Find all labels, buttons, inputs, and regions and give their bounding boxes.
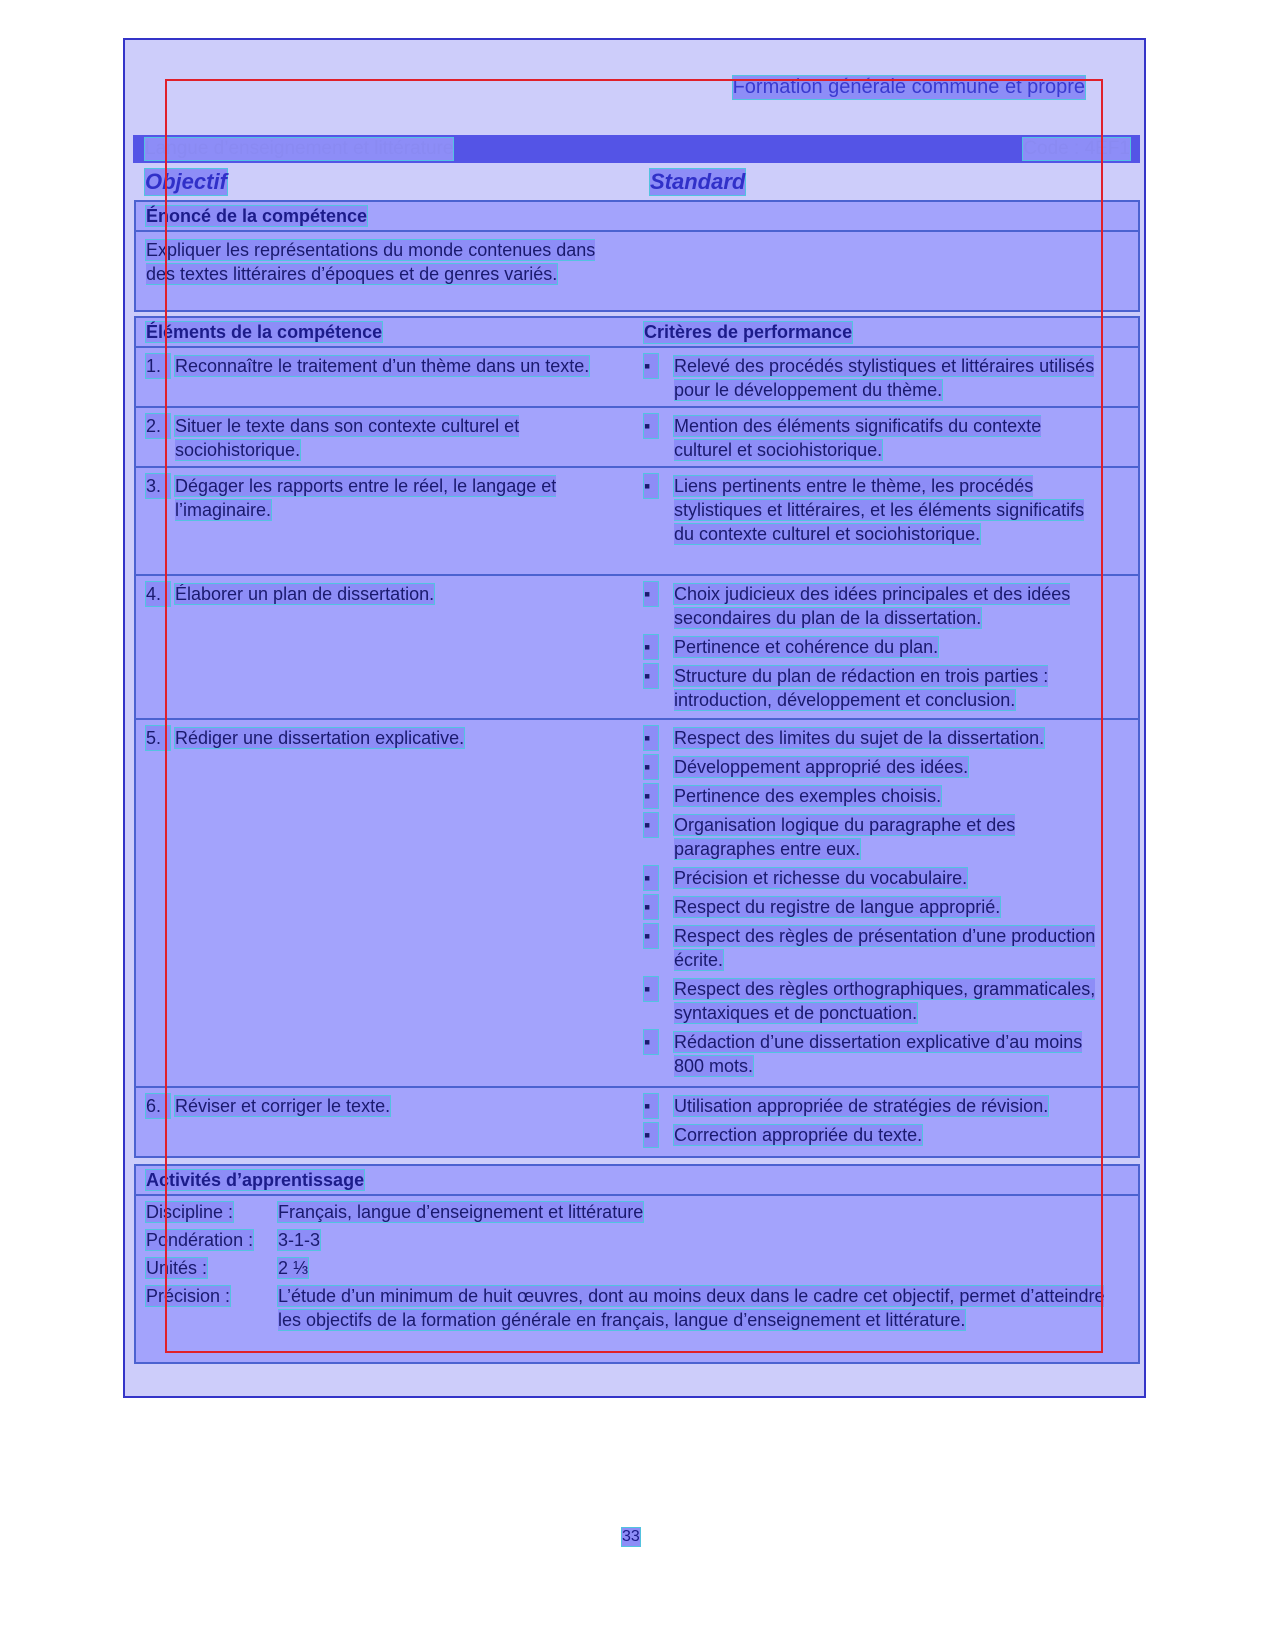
- element-left: [146, 1094, 616, 1118]
- criterion-text: Respect des limites du sujet de la dissertation.: [674, 728, 1045, 748]
- criteria-list: [644, 354, 1104, 407]
- element-text: Dégager les rapports entre le réel, le langage et l’imaginaire.: [175, 476, 557, 520]
- ponderation-row: [146, 1228, 1128, 1252]
- course-code: Code : 4EF1: [1023, 138, 1130, 159]
- criteria-list: [644, 414, 1104, 467]
- ponderation-label: Pondération :: [146, 1230, 254, 1250]
- course-name: Langue d’enseignement et littérature: [145, 138, 454, 159]
- criterion-item: [644, 582, 1104, 630]
- bullet-icon: ▪: [644, 866, 658, 890]
- criterion-item: [644, 977, 1104, 1025]
- criterion-text: Développement approprié des idées.: [674, 757, 969, 777]
- bullet-icon: ▪: [644, 784, 658, 808]
- precision-row: [146, 1284, 1128, 1332]
- criterion-item: [644, 813, 1104, 861]
- criterion-text: Respect des règles de présentation d’une production écrite.: [674, 926, 1096, 970]
- criterion-text: Relevé des procédés stylistiques et littéraires utilisés pour le développement du thème.: [674, 356, 1095, 400]
- enonce-text: Expliquer les représentations du monde contenues dans des textes littéraires d’époques et de genres variés.: [146, 240, 596, 284]
- criterion-item: [644, 755, 1104, 779]
- element-row-2: [136, 408, 1138, 468]
- criterion-text: Rédaction d’une dissertation explicative d’au moins 800 mots.: [674, 1032, 1083, 1076]
- element-number: 6.: [146, 1094, 170, 1118]
- enonce-heading-row: [136, 202, 1138, 232]
- element-text: Reconnaître le traitement d’un thème dans un texte.: [175, 356, 590, 376]
- discipline-label: Discipline :: [146, 1202, 234, 1222]
- element-row-4: [136, 576, 1138, 720]
- bullet-icon: ▪: [644, 582, 658, 606]
- bullet-icon: ▪: [644, 755, 658, 779]
- element-left: [146, 354, 616, 378]
- criterion-text: Choix judicieux des idées principales et des idées secondaires du plan de la dissertation.: [674, 584, 1071, 628]
- criterion-item: [644, 354, 1104, 402]
- enonce-heading: Énoncé de la compétence: [146, 206, 368, 226]
- page-number: 33: [622, 1528, 640, 1545]
- criterion-text: Liens pertinents entre le thème, les procédés stylistiques et littéraires, et les éléments significatifs du contexte culturel et sociohistorique.: [674, 476, 1085, 544]
- element-number: 1.: [146, 354, 170, 378]
- activites-grid: [136, 1196, 1138, 1340]
- unites-row: [146, 1256, 1128, 1280]
- ponderation-value: 3-1-3: [278, 1230, 321, 1250]
- criterion-text: Pertinence des exemples choisis.: [674, 786, 942, 806]
- bullet-icon: ▪: [644, 895, 658, 919]
- element-row-5: [136, 720, 1138, 1088]
- element-number: 4.: [146, 582, 170, 606]
- element-text: Situer le texte dans son contexte culturel et sociohistorique.: [175, 416, 520, 460]
- enonce-box: [134, 200, 1140, 312]
- criterion-item: [644, 866, 1104, 890]
- element-text: Rédiger une dissertation explicative.: [175, 728, 465, 748]
- criterion-item: [644, 635, 1104, 659]
- element-number: 5.: [146, 726, 170, 750]
- element-number: 2.: [146, 414, 170, 438]
- criterion-text: Précision et richesse du vocabulaire.: [674, 868, 968, 888]
- criterion-item: [644, 1094, 1104, 1118]
- criterion-text: Mention des éléments significatifs du contexte culturel et sociohistorique.: [674, 416, 1042, 460]
- criterion-item: [644, 924, 1104, 972]
- criterion-item: [644, 474, 1104, 546]
- criterion-text: Correction appropriée du texte.: [674, 1125, 923, 1145]
- criterion-text: Organisation logique du paragraphe et des paragraphes entre eux.: [674, 815, 1016, 859]
- header-title: Formation générale commune et propre: [732, 76, 1085, 98]
- criterion-item: [644, 1030, 1104, 1078]
- criteria-list: [644, 726, 1104, 1083]
- activites-heading: Activités d’apprentissage: [146, 1170, 365, 1190]
- bullet-icon: ▪: [644, 1123, 658, 1147]
- criterion-text: Respect des règles orthographiques, grammaticales, syntaxiques et de ponctuation.: [674, 979, 1096, 1023]
- criterion-item: [644, 726, 1104, 750]
- bullet-icon: ▪: [644, 354, 658, 378]
- element-text: Élaborer un plan de dissertation.: [175, 584, 435, 604]
- criterion-item: [644, 1123, 1104, 1147]
- bullet-icon: ▪: [644, 1030, 658, 1054]
- standard-label: Standard: [650, 169, 746, 194]
- element-row-1: [136, 348, 1138, 408]
- criterion-text: Pertinence et cohérence du plan.: [674, 637, 939, 657]
- discipline-value: Français, langue d’enseignement et littérature: [278, 1202, 644, 1222]
- bullet-icon: ▪: [644, 414, 658, 438]
- criteria-list: [644, 582, 1104, 717]
- criterion-text: Respect du registre de langue approprié.: [674, 897, 1001, 917]
- bullet-icon: ▪: [644, 474, 658, 498]
- element-left: [146, 726, 616, 750]
- bullet-icon: ▪: [644, 635, 658, 659]
- elements-box: [134, 316, 1140, 1158]
- bullet-icon: ▪: [644, 977, 658, 1001]
- element-row-6: [136, 1088, 1138, 1154]
- elements-heading: Éléments de la compétence: [146, 322, 383, 342]
- criterion-item: [644, 664, 1104, 712]
- unites-label: Unités :: [146, 1258, 208, 1278]
- precision-value: L’étude d’un minimum de huit œuvres, dont au moins deux dans le cadre cet objectif, permet d’atteindre les objectifs de la formation générale en français, langue d’enseignement et littérature.: [278, 1286, 1105, 1330]
- element-left: [146, 414, 616, 462]
- criteria-list: [644, 474, 1104, 551]
- discipline-row: [146, 1200, 1128, 1224]
- course-band: [133, 135, 1140, 163]
- criterion-item: [644, 784, 1104, 808]
- activites-heading-row: [136, 1166, 1138, 1196]
- elements-heading-row: [136, 318, 1138, 348]
- bullet-icon: ▪: [644, 813, 658, 837]
- element-left: [146, 582, 616, 606]
- element-left: [146, 474, 616, 522]
- activites-box: [134, 1164, 1140, 1364]
- element-row-3: [136, 468, 1138, 576]
- unites-value: 2 ⅓: [278, 1258, 309, 1278]
- bullet-icon: ▪: [644, 924, 658, 948]
- criterion-item: [644, 414, 1104, 462]
- precision-label: Précision :: [146, 1286, 231, 1306]
- bullet-icon: ▪: [644, 664, 658, 688]
- element-number: 3.: [146, 474, 170, 498]
- enonce-text-wrap: [136, 232, 626, 292]
- criteria-list: [644, 1094, 1104, 1152]
- objectif-label: Objectif: [145, 169, 227, 194]
- bullet-icon: ▪: [644, 1094, 658, 1118]
- criterion-item: [644, 895, 1104, 919]
- criterion-text: Structure du plan de rédaction en trois parties : introduction, développement et conclusion.: [674, 666, 1049, 710]
- criterion-text: Utilisation appropriée de stratégies de révision.: [674, 1096, 1049, 1116]
- element-text: Réviser et corriger le texte.: [175, 1096, 391, 1116]
- bullet-icon: ▪: [644, 726, 658, 750]
- criteria-heading: Critères de performance: [644, 322, 853, 342]
